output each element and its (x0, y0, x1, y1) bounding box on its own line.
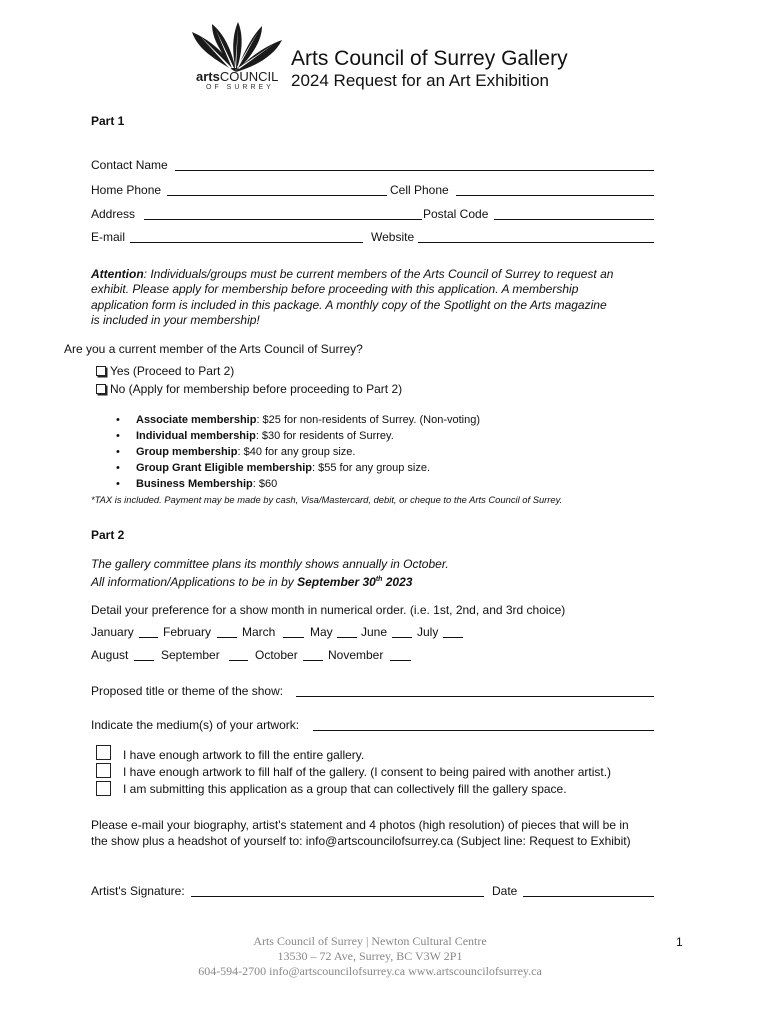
bullet-icon: • (116, 478, 120, 490)
month-choice-field[interactable] (392, 637, 412, 638)
month-label: November (328, 648, 384, 662)
email-line: the show plus a headshot of yourself to: info@artscouncilofsurrey.ca (Subject line: Request to Exhibit) (91, 834, 631, 848)
month-choice-field[interactable] (303, 660, 323, 661)
website-label: Website (371, 230, 415, 244)
month-label: February (163, 625, 212, 639)
address-label: Address (91, 207, 136, 221)
month-choice-field[interactable] (390, 660, 411, 661)
membership-item: Group Grant Eligible membership: $55 for any group size. (136, 462, 431, 474)
medium-prompt: Indicate the medium(s) of your artwork: (91, 718, 300, 732)
attention-line: : Individuals/groups must be current members of the Arts Council of Surrey to request an (143, 267, 614, 281)
intro-line: All information/Applications to be in by (91, 575, 298, 589)
bullet-icon: • (116, 414, 120, 426)
title-prompt: Proposed title or theme of the show: (91, 684, 284, 698)
deadline: September 30th 2023 (297, 575, 413, 589)
cell-phone-field[interactable] (456, 195, 654, 196)
no-option[interactable] (96, 382, 402, 396)
cell-phone-label: Cell Phone (390, 183, 449, 197)
month-choice-field[interactable] (283, 637, 304, 638)
intro-line: The gallery committee plans its monthly shows annually in October. (91, 557, 449, 571)
part1-heading: Part 1 (91, 114, 125, 128)
yes-option[interactable] (96, 364, 234, 378)
checkbox-option-label: I am submitting this application as a group that can collectively fill the gallery space. (123, 782, 567, 796)
preference-prompt: Detail your preference for a show month in numerical order. (i.e. 1st, 2nd, and 3rd choice) (91, 603, 566, 617)
month-label: March (242, 625, 276, 639)
home-phone-field[interactable] (167, 195, 387, 196)
part2-heading: Part 2 (91, 528, 125, 542)
month-label: August (91, 648, 129, 662)
page-title: Arts Council of Surrey Gallery (291, 47, 568, 70)
show-title-field[interactable] (296, 696, 654, 697)
month-label: September (161, 648, 220, 662)
checkbox-option-label: I have enough artwork to fill the entire gallery. (123, 748, 365, 762)
month-choice-field[interactable] (134, 660, 154, 661)
attention-notice (91, 267, 613, 328)
month-choice-field[interactable] (229, 660, 248, 661)
page-subtitle: 2024 Request for an Art Exhibition (291, 71, 549, 90)
attention-line: exhibit. Please apply for membership before proceeding with this application. A membership (91, 282, 579, 297)
month-label: October (255, 648, 298, 662)
email-label: E-mail (91, 230, 126, 244)
attention-line: application form is included in this package. A monthly copy of the Spotlight on the Arts magazine (91, 297, 607, 312)
website-field[interactable] (418, 242, 654, 243)
membership-item: Associate membership: $25 for non-residents of Surrey. (Non-voting) (136, 414, 481, 426)
month-choice-field[interactable] (139, 637, 158, 638)
date-field[interactable] (523, 896, 654, 897)
bullet-icon: • (116, 430, 120, 442)
address-field[interactable] (144, 219, 422, 220)
home-phone-label: Home Phone (91, 183, 162, 197)
membership-item: Group membership: $40 for any group size. (136, 446, 356, 458)
part2-intro (91, 557, 449, 590)
half-gallery-checkbox[interactable] (96, 763, 111, 778)
group-checkbox[interactable] (96, 781, 111, 796)
email-line: Please e-mail your biography, artist's statement and 4 photos (high resolution) of pieces that will be in (91, 818, 629, 832)
month-choice-field[interactable] (443, 637, 463, 638)
footer-line: 13530 – 72 Ave, Surrey, BC V3W 2P1 (277, 949, 463, 963)
bullet-icon: • (116, 446, 120, 458)
membership-item: Individual membership: $30 for residents of Surrey. (136, 430, 394, 442)
signature-field[interactable] (191, 896, 484, 897)
contact-name-field[interactable] (175, 170, 654, 171)
logo-council: COUNCIL (219, 69, 279, 84)
postal-code-label: Postal Code (423, 207, 489, 221)
page-number: 1 (676, 935, 683, 949)
logo-arts: arts (196, 69, 220, 84)
yes-option-label: Yes (Proceed to Part 2) (110, 364, 235, 378)
full-gallery-checkbox[interactable] (96, 745, 111, 760)
tax-note: *TAX is included. Payment may be made by cash, Visa/Mastercard, debit, or cheque to the Arts Council of Surrey. (91, 494, 563, 505)
bullet-icon: • (116, 462, 120, 474)
month-choice-field[interactable] (337, 637, 357, 638)
attention-label: Attention (91, 267, 144, 281)
medium-field[interactable] (313, 730, 654, 731)
checkbox-option-label: I have enough artwork to fill half of the gallery. (I consent to being paired with another artist.) (123, 765, 612, 779)
month-label: June (361, 625, 388, 639)
email-instructions (91, 817, 631, 849)
attention-line: is included in your membership! (91, 312, 260, 327)
member-question: Are you a current member of the Arts Council of Surrey? (64, 342, 363, 356)
date-label: Date (492, 884, 518, 898)
no-option-label: No (Apply for membership before proceeding to Part 2) (110, 382, 403, 396)
membership-item: Business Membership: $60 (136, 478, 278, 490)
feather-emblem-icon (186, 20, 286, 74)
month-label: January (91, 625, 134, 639)
arts-council-logo (186, 20, 286, 96)
month-choice-field[interactable] (217, 637, 237, 638)
logo-wordmark (196, 70, 278, 84)
email-field[interactable] (130, 242, 363, 243)
footer-line: Arts Council of Surrey | Newton Cultural Centre (253, 934, 487, 948)
no-checkbox[interactable] (96, 384, 106, 394)
month-label: July (417, 625, 439, 639)
yes-checkbox[interactable] (96, 366, 106, 376)
signature-label: Artist's Signature: (91, 884, 185, 898)
footer-line: 604-594-2700 info@artscouncilofsurrey.ca www.artscouncilofsurrey.ca (198, 964, 542, 978)
logo-of-surrey: OF SURREY (206, 84, 274, 91)
postal-code-field[interactable] (494, 219, 654, 220)
contact-name-label: Contact Name (91, 158, 168, 172)
month-label: May (310, 625, 333, 639)
